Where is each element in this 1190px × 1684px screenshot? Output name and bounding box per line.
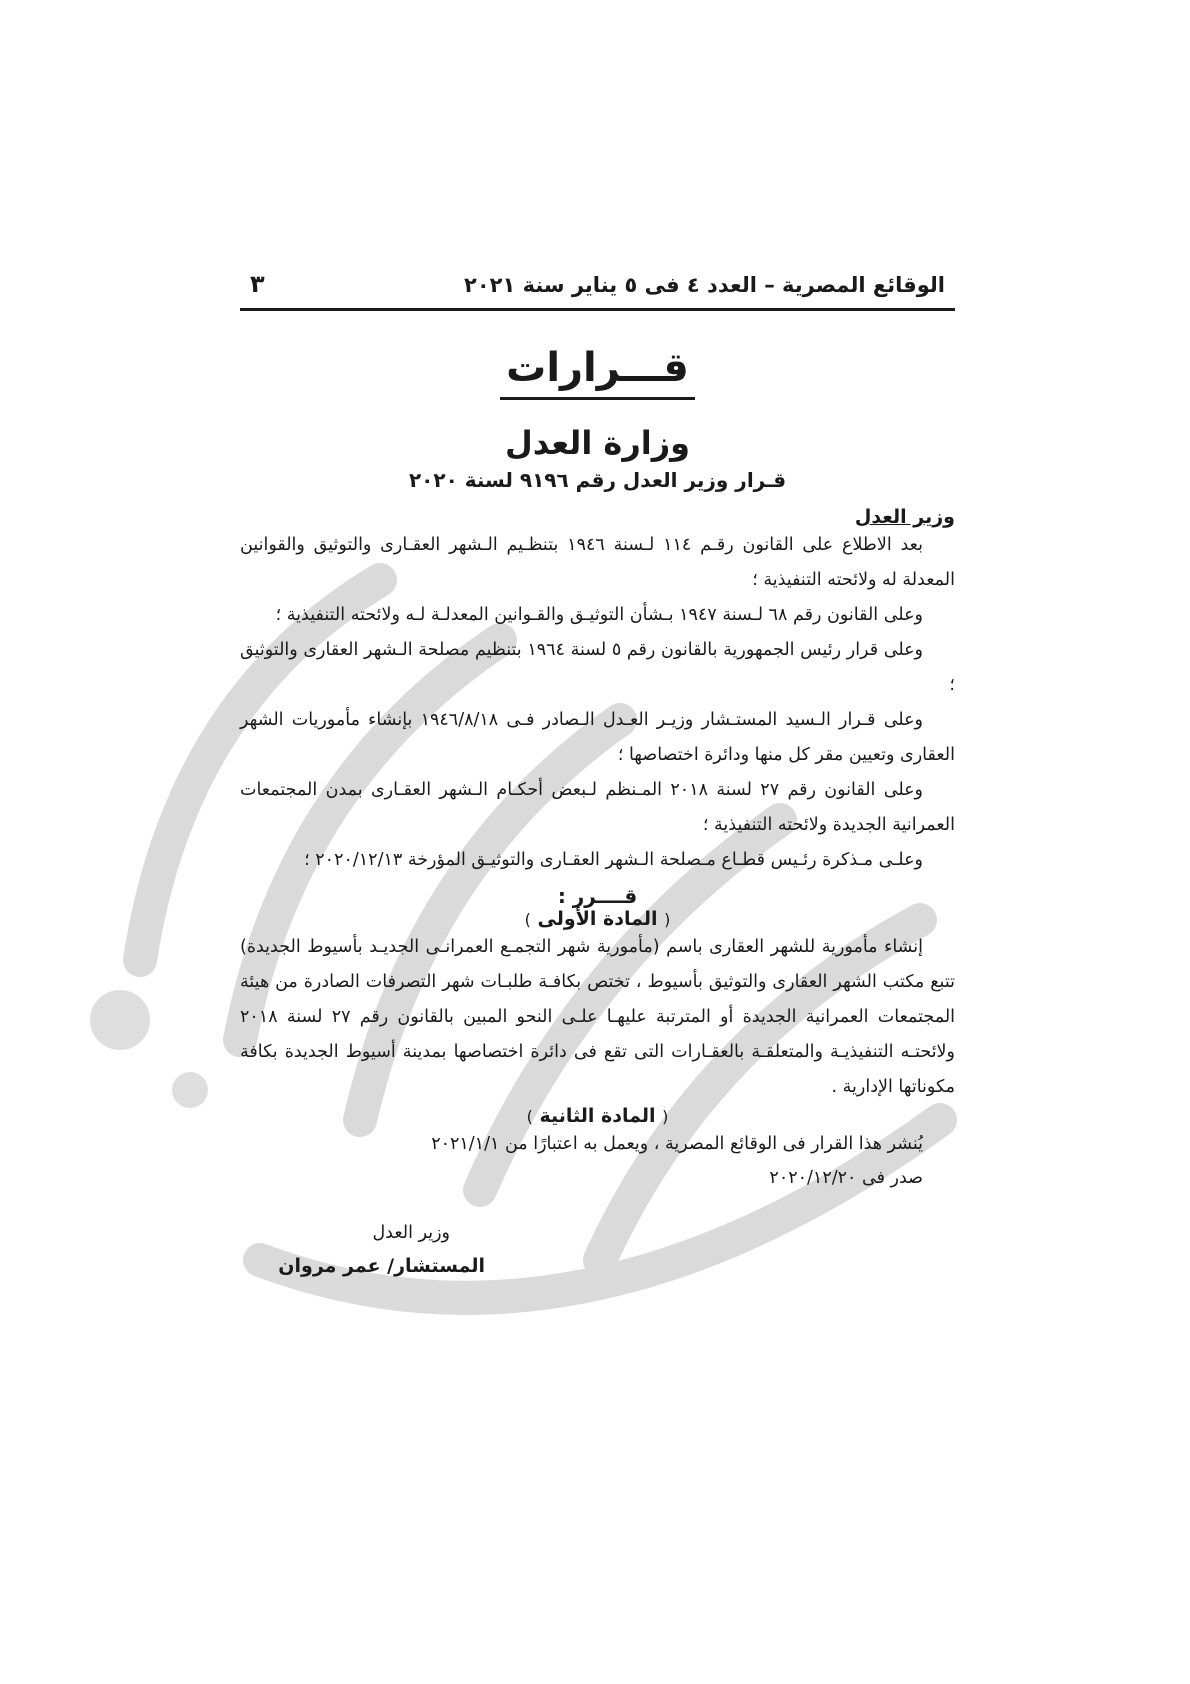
minister-heading: وزير العدل	[854, 506, 955, 528]
signatory-name: المستشار/ عمر مروان	[278, 1255, 485, 1277]
section-title-wrap	[240, 345, 955, 400]
issue-date: صدر فى ٢٠٢٠/١٢/٢٠	[769, 1168, 923, 1188]
article-2-title: ( المادة الثانية )	[526, 1105, 669, 1127]
article-1-text: إنشاء مأمورية للشهر العقارى باسم (مأمورية شهر التجمـع العمرانـى الجديـد بأسيوط الجديدة) تتبع مكتب الشهر العقارى والتوثيق بأسيوط ، تختص بكافـة طلبـات شهر التصرفات الصادرة من هيئة المجتمعات العمرانية الجديدة أو المترتبة عليهـا علـى النحو المبين بالقانون رقم ٢٧ لسنة ٢٠١٨ ولائحتـه التنفيذيـة والمتعلقـة بالعقـارات التى تقع فى دائرة اختصاصها بمدينة أسيوط الجديدة بكافة مكوناتها الإدارية .	[240, 937, 956, 1097]
preamble-clause: وعلـى مـذكرة رئـيس قطـاع مـصلحة الـشهر العقـارى والتوثيـق المؤرخة ٢٠٢٠/١٢/١٣ ؛	[304, 850, 923, 870]
document-page	[240, 270, 955, 1283]
preamble-clause: وعلى القانون رقم ٦٨ لـسنة ١٩٤٧ بـشأن التوثيـق والقـوانين المعدلـة لـه ولائحته التنفيذية ؛	[275, 605, 923, 625]
preamble-clause: وعلى القانون رقم ٢٧ لسنة ٢٠١٨ المـنظم لـبعض أحكـام الـشهر العقـارى بمدن المجتمعات العمرانية الجديدة ولائحته التنفيذية ؛	[240, 780, 955, 835]
preamble	[240, 528, 955, 878]
signature-block	[240, 1217, 955, 1283]
preamble-clause: وعلى قرار رئيس الجمهورية بالقانون رقم ٥ لسنة ١٩٦٤ بتنظيم مصلحة الـشهر العقارى والتوثيق ؛	[240, 640, 955, 695]
ministry-name: وزارة العدل	[504, 424, 691, 462]
page-header	[240, 270, 955, 311]
page-number: ٣	[250, 270, 265, 298]
article-1-title: ( المادة الأولى )	[524, 908, 671, 930]
publication-text: يُنشر هذا القرار فى الوقائع المصرية ، ويعمل به اعتبارًا من ٢٠٢١/١/١	[431, 1134, 923, 1154]
section-title: قـــرارات	[500, 345, 695, 400]
gazette-title: الوقائع المصرية – العدد ٤ فى ٥ يناير سنة ٢٠٢١	[464, 273, 945, 297]
preamble-clause: وعلى قـرار الـسيد المستـشار وزيـر العـدل الـصادر فـى ١٩٤٦/٨/١٨ بإنشاء مأموريات الشهر العقارى وتعيين مقر كل منها ودائرة اختصاصها ؛	[240, 710, 955, 765]
signatory-role: وزير العدل	[372, 1223, 450, 1243]
decided-heading: قــــرر :	[557, 884, 638, 908]
decree-title: قـرار وزير العدل رقم ٩١٩٦ لسنة ٢٠٢٠	[408, 468, 787, 492]
preamble-clause: بعد الاطلاع على القانون رقـم ١١٤ لـسنة ١٩٤٦ بتنظـيم الـشهر العقـارى والتوثيق والقوانين المعدلة له ولائحته التنفيذية ؛	[240, 535, 955, 590]
